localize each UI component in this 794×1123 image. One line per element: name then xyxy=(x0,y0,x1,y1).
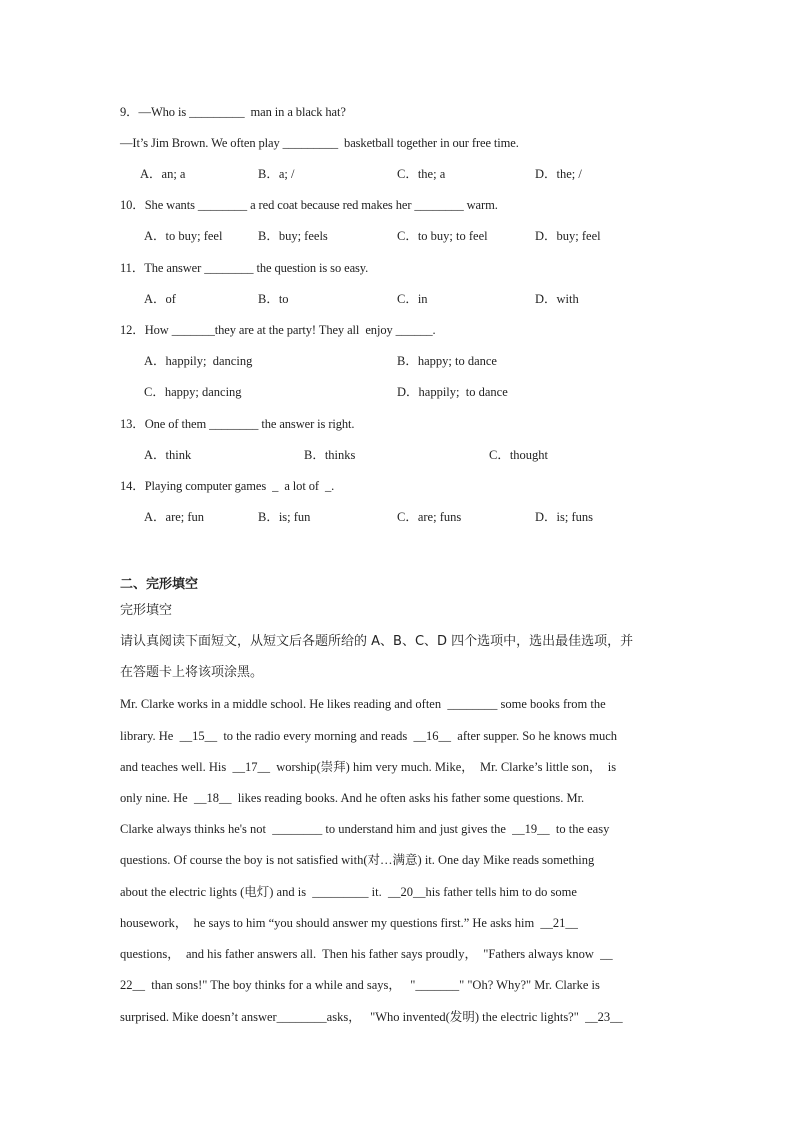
passage-line-11: surprised. Mike doesn’t answer________asks， "Who invented(发明) the electric lights?" __23__ xyxy=(120,1010,623,1024)
question-14-line-1: 14．Playing computer games _ a lot of _. xyxy=(120,479,335,493)
question-11-line-1: 11．The answer ________ the question is so easy. xyxy=(120,261,369,275)
section-subheading: 完形填空 xyxy=(120,603,173,618)
passage-line-5: Clarke always thinks he's not ________ to understand him and just gives the __19__ to the easy xyxy=(120,822,610,836)
passage-line-10: 22__ than sons!" The boy thinks for a while and says， "_______" "Oh? Why?" Mr. Clarke is xyxy=(120,978,600,992)
question-9-line-1: 9．—Who is _________ man in a black hat? xyxy=(120,105,346,119)
question-14-options xyxy=(0,509,794,525)
instructions-line-1: 请认真阅读下面短文，从短文后各题所给的 A、B、C、D 四个选项中，选出最佳选项，并 xyxy=(120,634,634,649)
option-b[interactable]: B．to xyxy=(258,292,289,306)
question-12-options-row-1 xyxy=(0,353,794,369)
option-c[interactable]: C．to buy; to feel xyxy=(397,229,488,243)
option-a[interactable]: A．an; a xyxy=(140,167,186,181)
question-10-line-1: 10．She wants ________ a red coat because red makes her ________ warm. xyxy=(120,198,498,212)
option-b[interactable]: B．thinks xyxy=(304,448,356,462)
option-d[interactable]: D．happily; to dance xyxy=(397,385,508,399)
passage-line-4: only nine. He __18__ likes reading books. And he often asks his father some questions. Mr. xyxy=(120,791,585,805)
passage-line-8: housework， he says to him “you should answer my questions first.” He asks him __21__ xyxy=(120,916,578,930)
question-12-options-row-2 xyxy=(0,384,794,400)
option-d[interactable]: D．the; / xyxy=(535,167,582,181)
option-b[interactable]: B．happy; to dance xyxy=(397,354,497,368)
option-c[interactable]: C．happy; dancing xyxy=(144,385,242,399)
option-b[interactable]: B．a; / xyxy=(258,167,295,181)
passage-line-3: and teaches well. His __17__ worship(崇拜) him very much. Mike， Mr. Clarke’s little son， is xyxy=(120,760,617,774)
question-9-line-2: —It’s Jim Brown. We often play _________ basketball together in our free time. xyxy=(120,136,519,150)
option-a[interactable]: A．happily; dancing xyxy=(144,354,253,368)
question-13-line-1: 13．One of them ________ the answer is right. xyxy=(120,417,355,431)
question-11-options xyxy=(0,291,794,307)
instructions-line-2: 在答题卡上将该项涂黑。 xyxy=(120,665,264,680)
passage-line-2: library. He __15__ to the radio every morning and reads __16__ after supper. So he knows much xyxy=(120,729,617,743)
option-c[interactable]: C．are; funs xyxy=(397,510,462,524)
option-c[interactable]: C．in xyxy=(397,292,428,306)
question-10-options xyxy=(0,228,794,244)
option-d[interactable]: D．is; funs xyxy=(535,510,593,524)
question-9-options xyxy=(0,166,794,182)
option-d[interactable]: D．with xyxy=(535,292,579,306)
option-d[interactable]: D．buy; feel xyxy=(535,229,601,243)
option-c[interactable]: C．thought xyxy=(489,448,549,462)
passage-line-9: questions， and his father answers all. Then his father says proudly， "Fathers always know __ xyxy=(120,947,613,961)
option-a[interactable]: A．to buy; feel xyxy=(144,229,223,243)
passage-line-1: Mr. Clarke works in a middle school. He likes reading and often ________ some books from the xyxy=(120,697,606,711)
option-c[interactable]: C．the; a xyxy=(397,167,446,181)
passage-line-6: questions. Of course the boy is not satisfied with(对…满意) it. One day Mike reads something xyxy=(120,853,595,867)
section-heading: 二、完形填空 xyxy=(120,577,199,592)
option-b[interactable]: B．buy; feels xyxy=(258,229,328,243)
option-a[interactable]: A．of xyxy=(144,292,176,306)
question-12-line-1: 12．How _______they are at the party! They all enjoy ______. xyxy=(120,323,436,337)
question-13-options xyxy=(0,447,794,463)
option-b[interactable]: B．is; fun xyxy=(258,510,311,524)
option-a[interactable]: A．are; fun xyxy=(144,510,205,524)
option-a[interactable]: A．think xyxy=(144,448,192,462)
passage-line-7: about the electric lights (电灯) and is _________ it. __20__his father tells him to do some xyxy=(120,885,577,899)
